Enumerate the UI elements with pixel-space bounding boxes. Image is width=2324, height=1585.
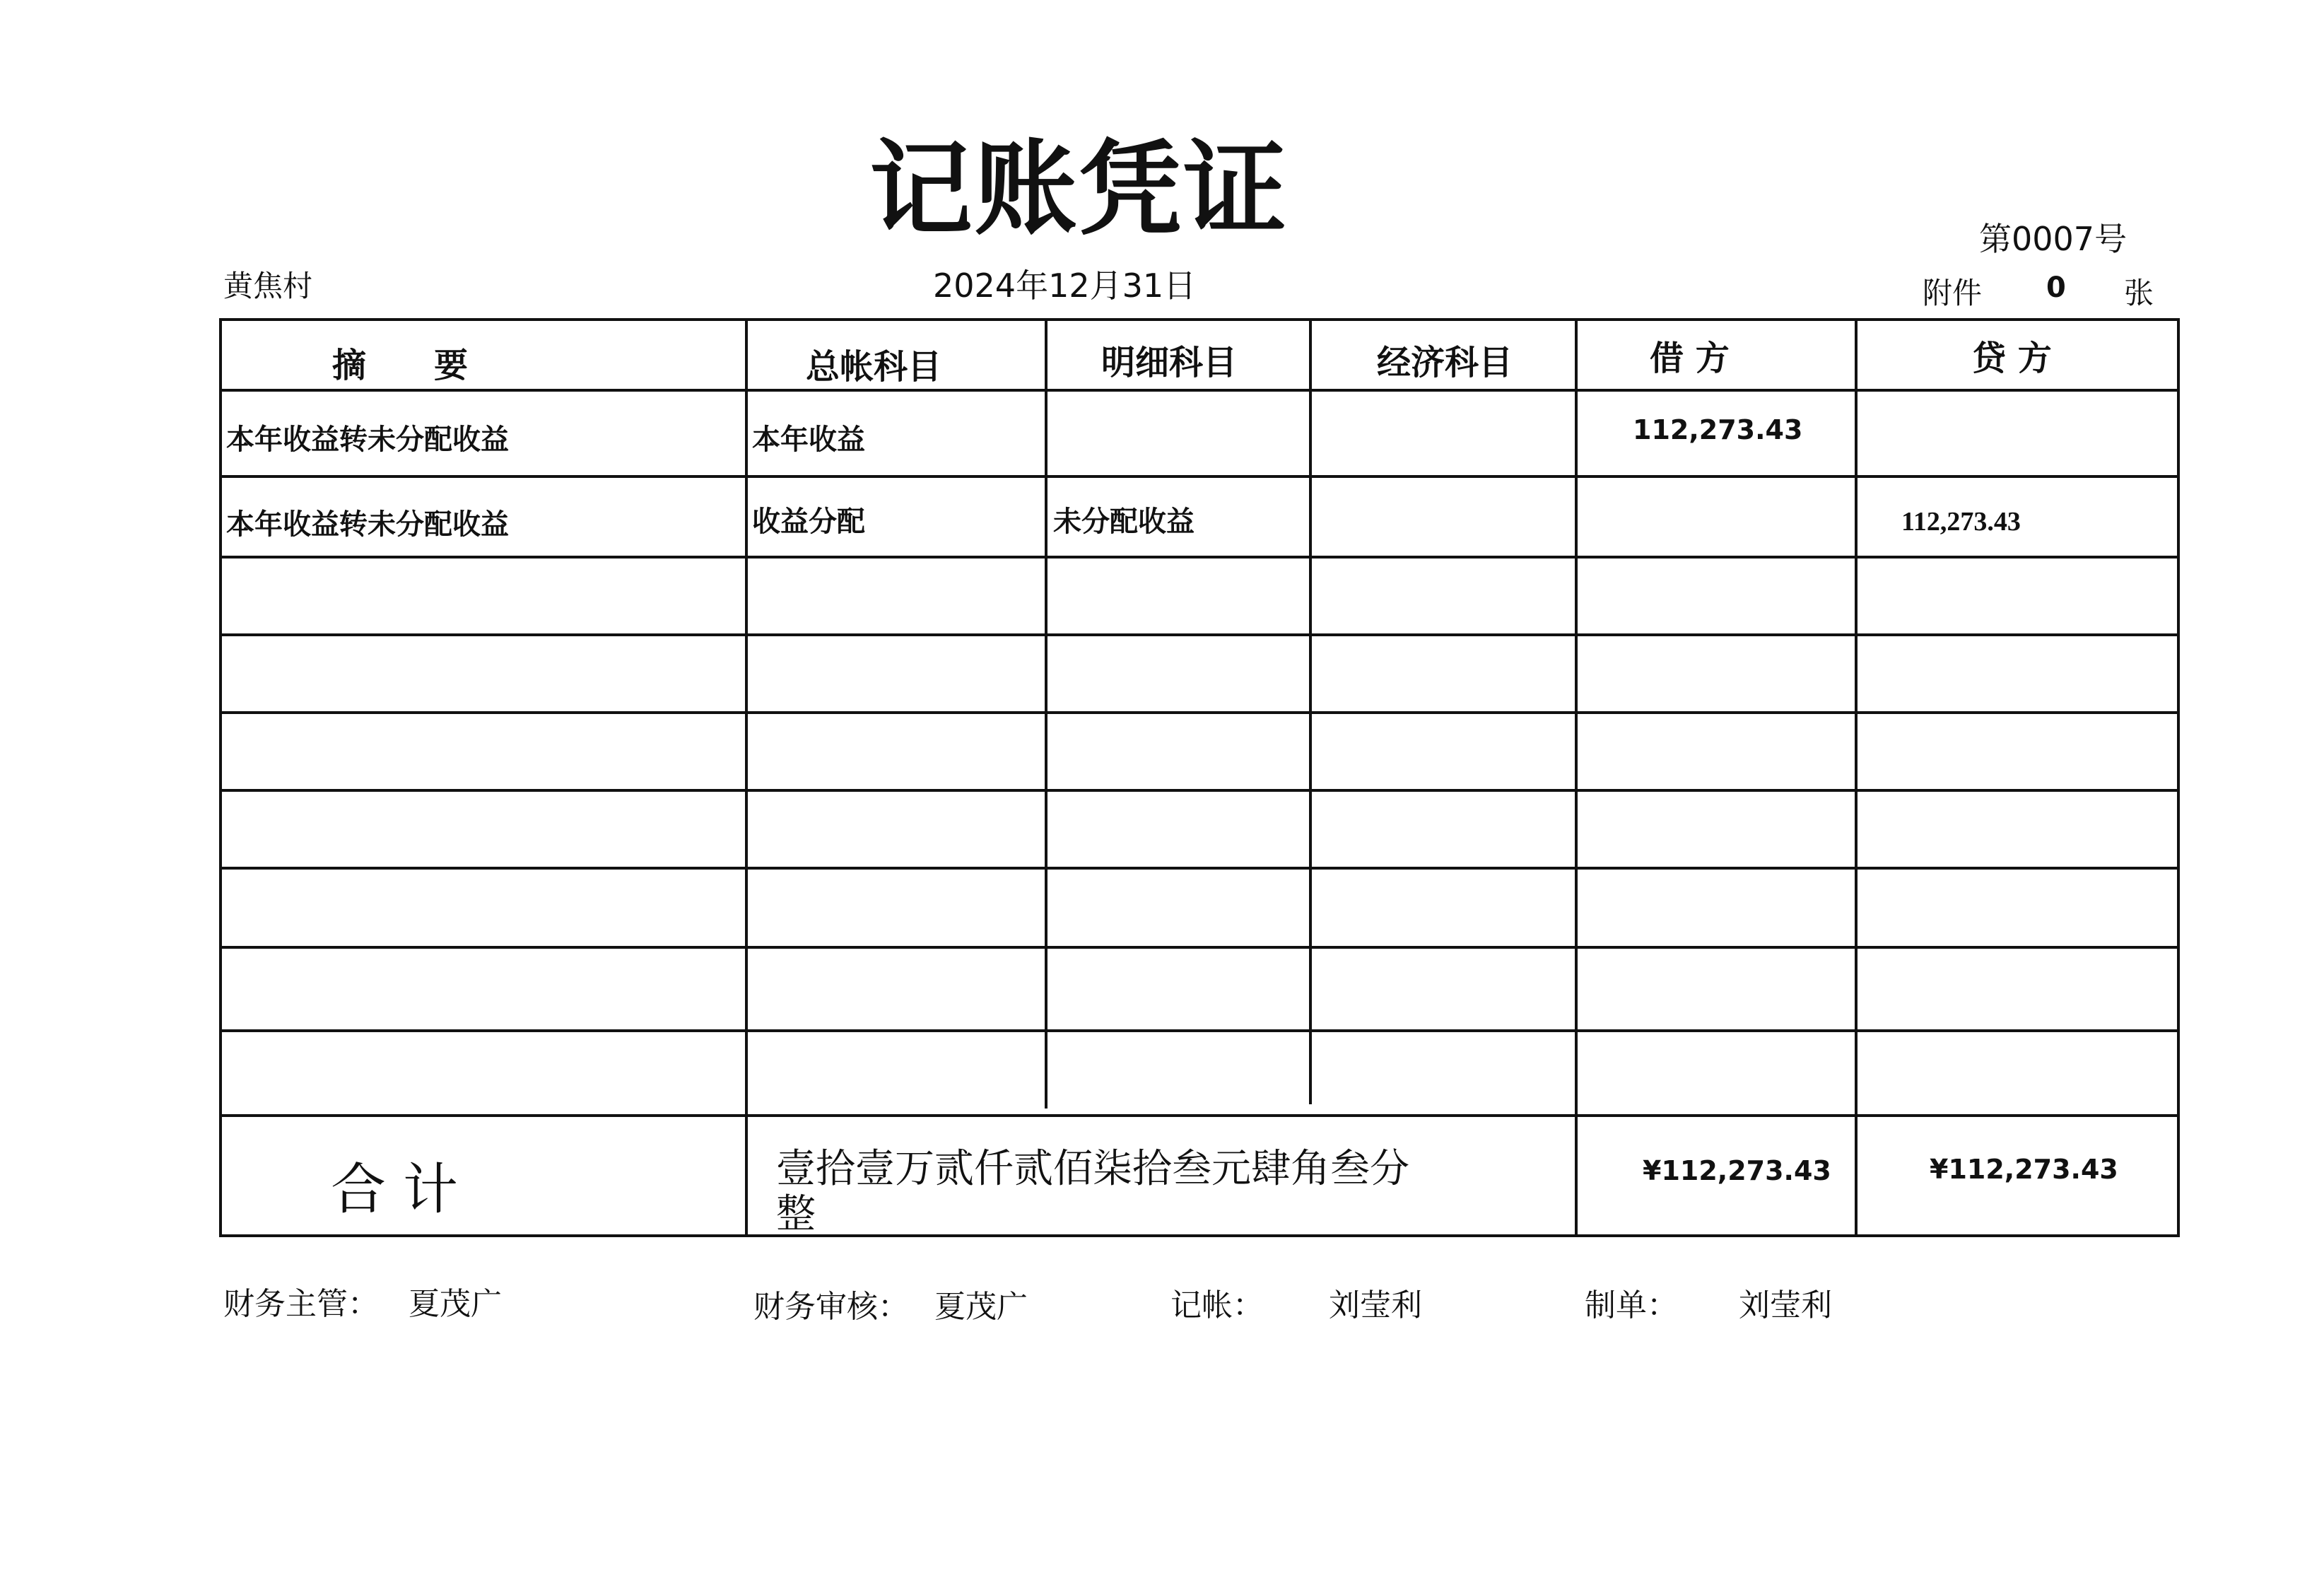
total-amount-in-words: 壹拾壹万贰仟贰佰柒拾叁元肆角叁分整 bbox=[776, 1146, 1409, 1237]
attachment-unit: 张 bbox=[2124, 276, 2154, 310]
finance-review-label: 财务审核： bbox=[753, 1289, 909, 1325]
finance-review-name: 夏茂广 bbox=[934, 1289, 1028, 1325]
row-1-summary: 本年收益转未分配收益 bbox=[226, 423, 509, 456]
row-2-credit: 112,273.43 bbox=[1901, 507, 2021, 537]
header-debit: 借 方 bbox=[1650, 339, 1730, 378]
finance-supervisor-name: 夏茂广 bbox=[409, 1286, 502, 1322]
attachment-label: 附件 bbox=[1923, 276, 1983, 310]
row-2-summary: 本年收益转未分配收益 bbox=[226, 508, 509, 541]
header-general-account: 总帐科目 bbox=[806, 347, 942, 387]
header-credit: 贷 方 bbox=[1972, 339, 2052, 378]
finance-supervisor-label: 财务主管： bbox=[223, 1286, 379, 1322]
total-label: 合计 bbox=[331, 1158, 476, 1222]
voucher-number: 第0007号 bbox=[1979, 220, 2128, 258]
accounting-unit: 黄焦村 bbox=[223, 269, 313, 303]
row-2-general-account: 收益分配 bbox=[752, 505, 865, 538]
header-detail-account: 明细科目 bbox=[1101, 343, 1238, 382]
row-1-debit: 112,273.43 bbox=[1633, 414, 1803, 445]
table-border bbox=[221, 320, 2178, 1236]
bookkeeper-label: 记帐： bbox=[1170, 1287, 1264, 1323]
preparer-label: 制单： bbox=[1585, 1287, 1678, 1323]
voucher-date: 2024年12月31日 bbox=[933, 267, 1197, 305]
row-2-detail-account: 未分配收益 bbox=[1053, 505, 1195, 538]
bookkeeper-name: 刘莹利 bbox=[1329, 1287, 1422, 1323]
row-1-general-account: 本年收益 bbox=[752, 423, 865, 456]
header-summary: 摘 要 bbox=[332, 346, 469, 385]
total-credit: ¥112,273.43 bbox=[1930, 1154, 2118, 1185]
voucher-title: 记账凭证 bbox=[869, 129, 1288, 250]
attachment-count: 0 bbox=[2046, 271, 2066, 304]
preparer-name: 刘莹利 bbox=[1739, 1287, 1832, 1323]
header-economic-account: 经济科目 bbox=[1377, 343, 1513, 382]
total-debit: ¥112,273.43 bbox=[1643, 1155, 1831, 1186]
